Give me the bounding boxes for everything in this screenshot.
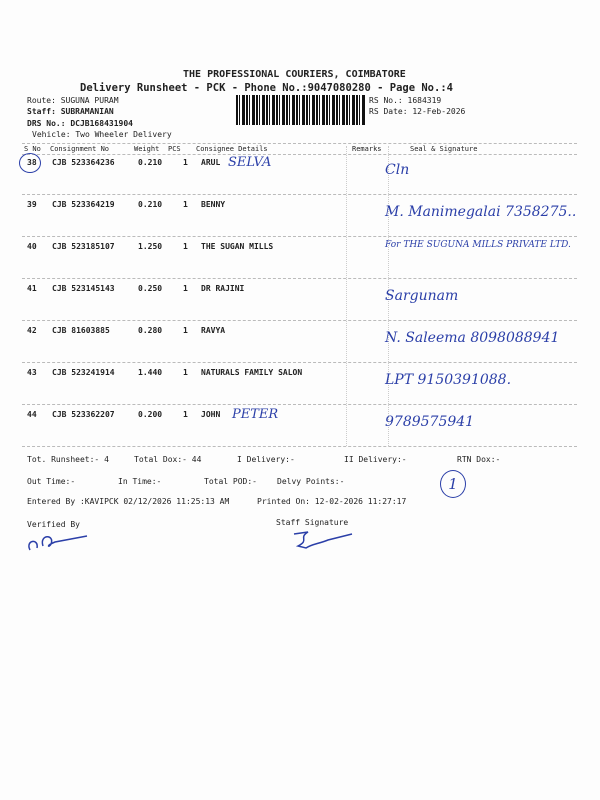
drs-no: DRS No.: DCJB168431904 <box>27 119 133 128</box>
runsheet-subtitle: Delivery Runsheet - PCK - Phone No.:9047080280 - Page No.:4 <box>80 82 453 94</box>
cell-sno: 38 <box>27 158 37 167</box>
barcode <box>236 95 366 125</box>
cell-cn: CJB 523362207 <box>52 410 115 419</box>
cell-pcs: 1 <box>183 368 188 377</box>
rtn-dox: RTN Dox:- <box>457 455 501 464</box>
rs-date: RS Date: 12-Feb-2026 <box>369 107 466 116</box>
total-pod: Total POD:- <box>204 477 257 486</box>
cell-sno: 44 <box>27 410 37 419</box>
col-weight: Weight <box>134 145 160 153</box>
cell-cn: CJB 523145143 <box>52 284 115 293</box>
recipient-signature: LPT 9150391088. <box>385 372 512 388</box>
col-consignee: Consignee Details <box>196 145 268 153</box>
cell-weight: 0.210 <box>138 200 163 209</box>
cell-cn: CJB 523364236 <box>52 158 115 167</box>
col-remarks: Remarks <box>352 145 382 153</box>
recipient-signature: Sargunam <box>385 288 459 304</box>
divider <box>346 146 347 446</box>
cell-pcs: 1 <box>183 242 188 251</box>
cell-weight: 0.200 <box>138 410 163 419</box>
company-title: THE PROFESSIONAL COURIERS, COIMBATORE <box>183 69 406 80</box>
col-seal-signature: Seal & Signature <box>410 145 478 153</box>
recipient-signature: 9789575941 <box>385 414 475 430</box>
in-time: In Time:- <box>118 477 162 486</box>
cell-cn: CJB 523185107 <box>52 242 115 251</box>
cell-cn: CJB 523241914 <box>52 368 115 377</box>
handwritten-note: SELVA <box>228 155 272 170</box>
divider <box>22 194 577 195</box>
cell-consignee: JOHN <box>201 410 221 419</box>
cell-pcs: 1 <box>183 158 188 167</box>
staff: Staff: SUBRAMANIAN <box>27 107 114 116</box>
cell-sno: 41 <box>27 284 37 293</box>
cell-pcs: 1 <box>183 326 188 335</box>
cell-cn: CJB 523364219 <box>52 200 115 209</box>
col-consignment: Consignment No <box>50 145 110 153</box>
cell-sno: 42 <box>27 326 37 335</box>
verifier-signature <box>25 528 95 556</box>
cell-consignee: BENNY <box>201 200 226 209</box>
recipient-signature: For THE SUGUNA MILLS PRIVATE LTD. <box>385 240 571 250</box>
total-dox: Total Dox:- 44 <box>134 455 202 464</box>
cell-cn: CJB 81603885 <box>52 326 110 335</box>
cell-pcs: 1 <box>183 284 188 293</box>
cell-sno: 39 <box>27 200 37 209</box>
divider <box>22 236 577 237</box>
cell-sno: 40 <box>27 242 37 251</box>
cell-consignee: ARUL <box>201 158 221 167</box>
cell-pcs: 1 <box>183 200 188 209</box>
staff-signature <box>288 528 358 554</box>
delvy-points: Delvy Points:- <box>277 477 345 486</box>
recipient-signature: Cln <box>385 162 410 178</box>
verified-by-label: Verified By <box>27 520 80 529</box>
printed-on: Printed On: 12-02-2026 11:27:17 <box>257 497 407 506</box>
cell-weight: 1.250 <box>138 242 163 251</box>
divider <box>22 446 577 447</box>
cell-weight: 0.250 <box>138 284 163 293</box>
col-pcs: PCS <box>168 145 181 153</box>
divider <box>22 404 577 405</box>
route: Route: SUGUNA PURAM <box>27 96 119 105</box>
cell-sno: 43 <box>27 368 37 377</box>
recipient-signature: M. Manimegalai 7358275.. <box>385 204 577 220</box>
divider <box>22 362 577 363</box>
cell-pcs: 1 <box>183 410 188 419</box>
divider <box>22 143 577 144</box>
cell-consignee: NATURALS FAMILY SALON <box>201 368 303 377</box>
divider <box>22 320 577 321</box>
cell-weight: 0.280 <box>138 326 163 335</box>
col-sno: S No <box>24 145 41 153</box>
staff-signature-label: Staff Signature <box>276 518 349 527</box>
cell-consignee: DR RAJINI <box>201 284 245 293</box>
cell-consignee: RAVYA <box>201 326 226 335</box>
recipient-signature: N. Saleema 8098088941 <box>385 330 560 346</box>
tot-runsheet: Tot. Runsheet:- 4 <box>27 455 109 464</box>
entered-by: Entered By :KAVIPCK 02/12/2026 11:25:13 AM <box>27 497 230 506</box>
circle-mark <box>19 153 41 173</box>
handwritten-count: 1 <box>440 470 466 498</box>
cell-weight: 0.210 <box>138 158 163 167</box>
handwritten-note: PETER <box>232 407 279 422</box>
i-delivery: I Delivery:- <box>237 455 295 464</box>
cell-weight: 1.440 <box>138 368 163 377</box>
divider <box>22 278 577 279</box>
divider <box>22 154 577 155</box>
out-time: Out Time:- <box>27 477 76 486</box>
ii-delivery: II Delivery:- <box>344 455 407 464</box>
rs-no: RS No.: 1684319 <box>369 96 442 105</box>
cell-consignee: THE SUGAN MILLS <box>201 242 274 251</box>
vehicle: Vehicle: Two Wheeler Delivery <box>32 130 172 139</box>
